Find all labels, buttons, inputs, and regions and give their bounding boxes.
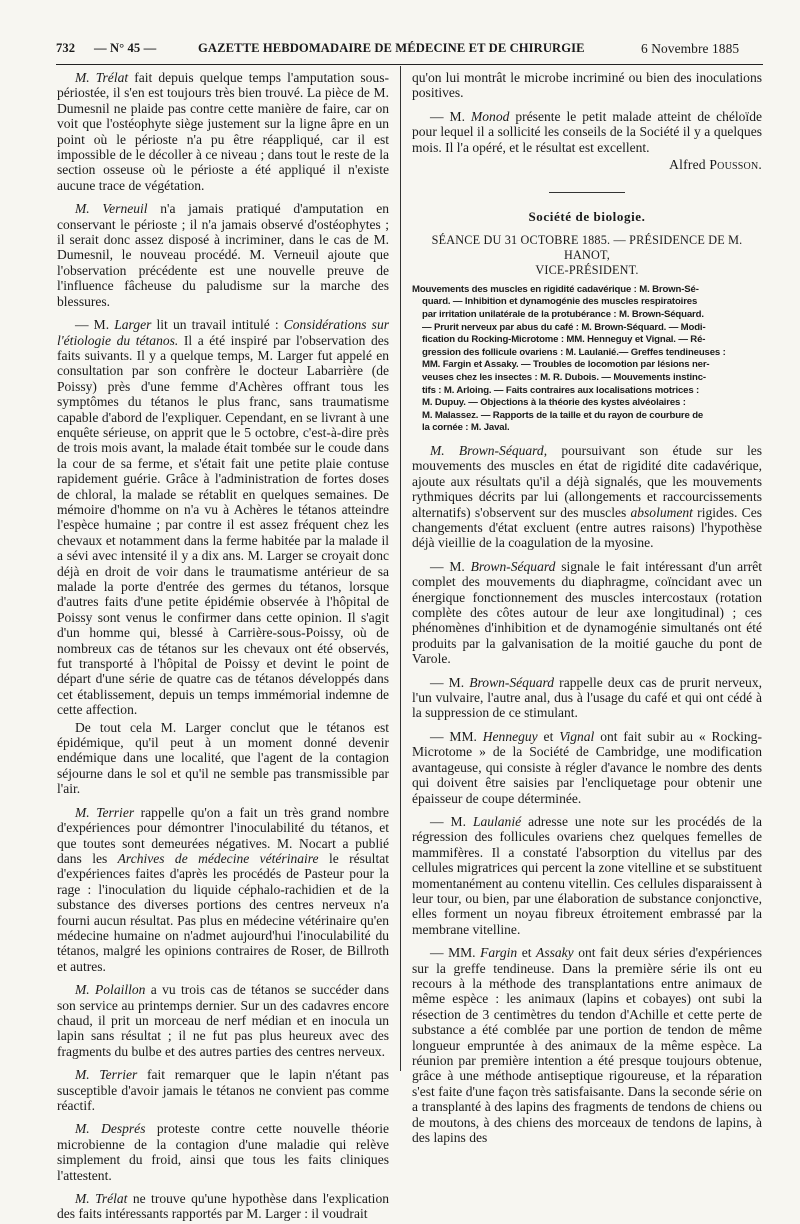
issue-number: — N° 45 — bbox=[94, 41, 157, 55]
journal-title: GAZETTE HEBDOMADAIRE DE MÉDECINE ET DE CHIRURGIE bbox=[198, 41, 585, 55]
speaker-name: Vignal bbox=[559, 728, 595, 744]
paragraph-brown-sequard-2: — M. Brown-Séquard signale le fait intéressant d'un arrêt complet des mouvements du diaphragme, coïncidant avec un énergique fonctionnement des muscles intercostaux (rotation complète des côtes autour de leur axe longitudinal) ; ces phénomènes d'inhibition et de dynamogénie simultanés ont été produits par la galvanisation de la moitié gauche du pont de Varole. bbox=[412, 558, 762, 667]
speaker-name: M. Verneuil bbox=[75, 201, 148, 217]
speaker-name: M. Després bbox=[75, 1121, 146, 1137]
speaker-name: Fargin bbox=[480, 945, 518, 961]
paragraph-larger: — M. Larger lit un travail intitulé : Considérations sur l'étiologie du tétanos. Il a été inspiré par l'observation des faits suivants. Il y a quelque temps, M. Larger fut appelé en consultation par son confrère le docteur Labarrière (de Poissy) près d'une femme d'Achères offrant tous les symptômes du tétanos le plus franc, sans traumatisme capable d'abord de l'expliquer. Cependant, en se livrant à une enquête sérieuse, on apprit que le 5 octobre, c'est-à-dire près de trois mois avant, la malade était tombée sur le coude dans la cour de sa ferme, et s'était fait une petite plaie contuse rapidement guérie. Grâce à l'administration de fortes doses de chloral, la malade se rétablit en quelques semaines. De mémoire d'homme on n'a vu à Achères le tétanos atteindre l'espèce humaine ; par contre il est assez fréquent chez les chevaux et notamment dans la ferme habitée par la malade il a sévi avec intensité il y a dix ans. M. Larger se croyait donc déjà en droit de voir dans le traumatisme antérieur de sa malade la porte d'entrée des germes du tétanos, lorsque d'autres faits d'une petite épidémie observée à l'hôpital de Poissy sont venus le confirmer dans cette opinion. Il s'agit d'un homme qui, blessé à Carrière-sous-Poissy, où de nombreux cas de tétanos sur les chevaux ont été observés, fut transporté à l'hôpital de Poissy et devint le point de départ d'une série de quatre cas de tétanos développés dans cet établissement, depuis un temps immémorial indemne de cette affection. bbox=[57, 317, 389, 718]
paragraph-verneuil: M. Verneuil n'a jamais pratiqué d'amputation en conservant le périoste ; il n'a jamais observé d'ostéophytes ; il serait donc assez disposé à incriminer, dans le cas de M. Dumesnil, le nouveau procédé. M. Verneuil ajoute que l'observation précédente est une nouvelle preuve de l'influence fâcheuse du paludisme sur la marche des blessures. bbox=[57, 201, 390, 309]
speaker-name: M. Brown-Séquard bbox=[430, 442, 544, 458]
paragraph-polaillon: M. Polaillon a vu trois cas de tétanos se succéder dans son service au printemps dernier. Sur un des cadavres encore chaud, il prit un morceau de nerf médian et en inocula un lapin sans résultat ; il ne fut pas plus heureux avec des fragments du bulbe et des autres parties des centres nerveux. bbox=[57, 982, 390, 1059]
running-header bbox=[56, 41, 762, 59]
publication-title: Archives de médecine vétérinaire bbox=[117, 850, 319, 866]
work-title: Considérations sur l'étiologie du tétanos. bbox=[57, 317, 389, 348]
paragraph-continuation: qu'on lui montrât le microbe incriminé ou bien des inoculations positives. bbox=[412, 70, 762, 101]
speaker-name: M. Polaillon bbox=[75, 982, 146, 998]
paragraph-trelat-2: M. Trélat ne trouve qu'une hypothèse dans l'explication des faits intéressants rapportés par M. Larger : il voudrait bbox=[57, 1191, 389, 1222]
paragraph-monod: — M. Monod présente le petit malade atteint de chéloïde pour lequel il a sollicité les conseils de la Société il y a quelques mois. Il l'a opéré, et le résultat est excellent. bbox=[412, 108, 762, 155]
paragraph-terrier: M. Terrier rappelle qu'on a fait un très grand nombre d'expériences pour démontrer l'inoculabilité du tétanos, et que toutes sont demeurées négatives. M. Nocart a publié dans les Archives de médecine vétérinaire le résultat d'expériences faites d'après les procédés de Pasteur pour la rage : l'inoculation du liquide céphalo-rachidien et de la substance des diverses portions des centres nerveux n'a fourni aucun résultat. Pas plus en médecine vétérinaire qu'en médecine humaine on n'admet aujourd'hui l'inoculabilité du tétanos, malgré les opinions contraires de Roser, de Billroth et autres. bbox=[57, 804, 389, 974]
paragraph-brown-sequard-1: M. Brown-Séquard, poursuivant son étude sur les mouvements des muscles en état de rigidité dite cadavérique, ajoute aux résultats qu'il a déjà signalés, que les mouvements rythmiques décrits par lui (allongements et raccourcissements alternatifs) s'observent sur des muscles absolument rigides. Ces changements d'état excluent (entre autres raisons) l'hypothèse déjà vieillie de la coagulation de la myosine. bbox=[412, 442, 762, 551]
paragraph-trelat: M. Trélat fait depuis quelque temps l'amputation sous-périostée, il s'en est toujours très bien trouvé. La pièce de M. Dumesnil ne plaide pas contre cette manière de faire, car on voit que l'ostéophyte siège justement sur la ligne âpre en un point où le périoste n'a pu être réappliqué, car il est impossible de le décoller à ce niveau ; dans tout le reste de la section osseuse où le périoste a été appliqué il n'existe aucune trace de végétation. bbox=[57, 70, 389, 193]
speaker-name: Monod bbox=[470, 108, 510, 124]
page-number: 732 bbox=[56, 41, 76, 55]
emphasis: absolument bbox=[630, 504, 693, 520]
speaker-name: Assaky bbox=[536, 945, 574, 961]
paragraph-despres: M. Després proteste contre cette nouvelle théorie microbienne de la contagion d'une maladie qui relève simplement du froid, ainsi que tous les faits cliniques l'attestent. bbox=[57, 1121, 389, 1183]
speaker-name: Laulanié bbox=[472, 813, 522, 829]
speaker-name: M. Terrier bbox=[75, 804, 135, 820]
session-summary: Mouvements des muscles en rigidité cadavérique : M. Brown-Sé- quard. — Inhibition et dynamogénie des muscles respiratoires par irritation unilatérale de la protubérance : M. Brown-Séquard. — Prurit nerveux par abus du café : M. Brown-Séquard. — Modi- fication du Rocking-Microtome : MM. Henneguy et Vignal. — Ré- gression des follicule ovariens : M. Laulanié.— Greffes tendineuses : MM. Fargin et Assaky. — Troubles de locomotion par lésions ner- veuses chez les insectes : M. R. Dubois. — Mouvements instinc- tifs : M. Arloing. — Faits contraires aux localisations motrices : M. Dupuy. — Objections à la théorie des kystes alvéolaires : M. Malassez. — Rapports de la taille et du rayon de courbure de la cornée : M. Javal. bbox=[412, 283, 726, 434]
paragraph-brown-sequard-3: — M. Brown-Séquard rappelle deux cas de prurit nerveux, l'un vulvaire, l'autre anal, dus à l'usage du café et qui ont cédé à la suppression de ce stimulant. bbox=[412, 674, 762, 721]
issue-date: 6 Novembre 1885 bbox=[641, 41, 740, 56]
paragraph-fargin-assaky: — MM. Fargin et Assaky ont fait deux séries d'expériences sur la greffe tendineuse. Dans la première série ils ont eu recours à la méthode des transplantations entre animaux de même espèce : les animaux (lapins et cobayes) ont subi la résection de 3 centimètres du tendon d'Achille et cette perte de substance a été comblée par une portion de tendon de même longueur empruntée à des animaux de la même espèce. La réunion par première intention a été presque toujours obtenue, grâce à une méthode antiseptique rigoureuse, et la réparation s'est faite d'une façon très satisfaisante. Dans la seconde série on a transplanté à des lapins des fragments de tendons de chiens ou de moutons, à des chiens des morceaux de tendons de lapins, à des lapins des bbox=[412, 945, 762, 1146]
speaker-name: M. Trélat bbox=[75, 1191, 128, 1207]
section-divider bbox=[549, 192, 625, 193]
speaker-name: M. Trélat bbox=[75, 70, 129, 85]
right-column bbox=[412, 70, 762, 1147]
speaker-name: Larger bbox=[114, 317, 152, 333]
paragraph-laulanie: — M. Laulanié adresse une note sur les procédés de la régression des follicules ovariens chez quelques femelles de mammifères. Il a constaté l'absorption du vitellus par des cellules migratrices qui percent la zone vitelline et se substituent momentanément au contenu vitellin. Ces cellules disparaissent à leur tour, ou bien, par une élaboration de substance conjonctive, elles forment un noyau fibreux étroitement embrassé par la membrane vitelline. bbox=[412, 813, 762, 937]
speaker-name: Brown-Séquard bbox=[470, 558, 556, 574]
paragraph-henneguy-vignal: — MM. Henneguy et Vignal ont fait subir au « Rocking-Microtome » de la Société de Cambridge, une modification avantageuse, qui consiste à régler d'avance le nombre des dents qui doivent être saisies par l'encliquetage pour obtenir une épaisseur de coupe déterminée. bbox=[412, 728, 762, 806]
paragraph-conclusion: De tout cela M. Larger conclut que le tétanos est épidémique, qu'il peut à un moment donné devenir endémique dans une localité, que l'agent de la contagion séjourne dans le sol et qu'il ne semble pas transmissible par l'air. bbox=[57, 719, 389, 797]
column-divider bbox=[400, 66, 401, 1071]
left-column bbox=[57, 70, 389, 1224]
author-signature: Alfred Pousson. bbox=[669, 157, 762, 173]
section-title: Société de biologie. bbox=[528, 209, 646, 225]
session-heading: SÉANCE DU 31 OCTOBRE 1885. — PRÉSIDENCE DE M. HANOT, VICE-PRÉSIDENT. bbox=[431, 232, 743, 277]
paragraph-terrier-2: M. Terrier fait remarquer que le lapin n'étant pas susceptible d'avoir jamais le tétanos ne convient pas comme réactif. bbox=[57, 1067, 389, 1113]
speaker-name: M. Terrier bbox=[75, 1067, 138, 1083]
speaker-name: Henneguy bbox=[482, 728, 538, 744]
header-rule bbox=[56, 64, 763, 65]
speaker-name: Brown-Séquard bbox=[469, 674, 555, 690]
